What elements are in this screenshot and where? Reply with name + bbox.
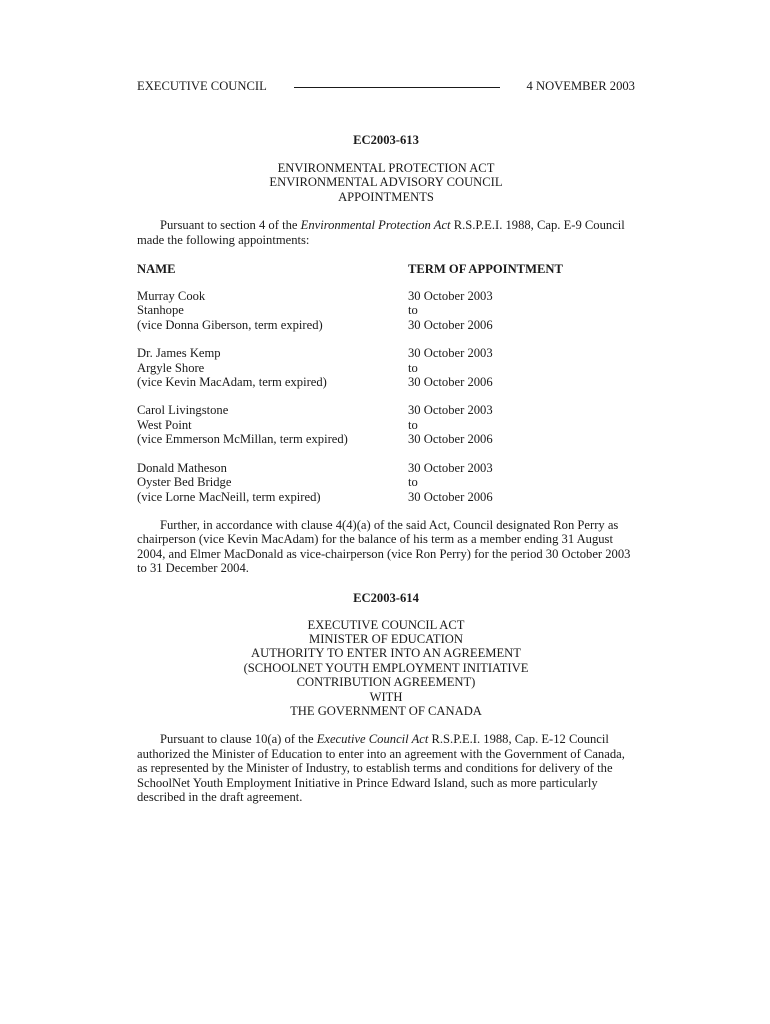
appointee-name: Dr. James Kemp	[137, 346, 221, 361]
appointee-vice: (vice Emmerson McMillan, term expired)	[137, 432, 348, 447]
term-end: 30 October 2006	[408, 489, 493, 504]
appointment-row	[137, 346, 635, 389]
order-title-line: THE GOVERNMENT OF CANADA	[290, 703, 482, 718]
order-title-line: EXECUTIVE COUNCIL ACT	[307, 617, 465, 632]
order-title-line: CONTRIBUTION AGREEMENT)	[296, 675, 476, 690]
order-title-line: WITH	[369, 689, 403, 704]
order-title-block	[137, 618, 635, 719]
intro-text: Pursuant to clause 10(a) of the	[160, 732, 317, 747]
column-heading-term: TERM OF APPOINTMENT	[408, 262, 563, 277]
page-header	[137, 78, 635, 94]
appointment-row	[137, 289, 635, 332]
header-left: EXECUTIVE COUNCIL	[137, 79, 267, 93]
appointments-list	[137, 289, 635, 504]
designation-paragraph: Further, in accordance with clause 4(4)(a) of the said Act, Council designated Ron Perry as chairperson (vice Kevin MacAdam) for the balance of his term as a member ending 31 August 2004, and Elmer MacDonald as vice-chairperson (vice Ron Perry) for the period 30 October 2003 to 31 December 2004.	[137, 517, 631, 576]
appointments-header	[137, 261, 635, 277]
appointee-name: Murray Cook	[137, 289, 206, 304]
term-start: 30 October 2003	[408, 346, 493, 361]
term-to: to	[408, 303, 418, 318]
term-start: 30 October 2003	[408, 289, 493, 304]
order-title-line: (SCHOOLNET YOUTH EMPLOYMENT INITIATIVE	[243, 660, 529, 675]
order-title-line: ENVIRONMENTAL PROTECTION ACT	[277, 161, 495, 175]
document-page	[137, 78, 635, 804]
term-end: 30 October 2006	[408, 432, 493, 447]
appointee-place: Stanhope	[137, 303, 184, 318]
intro-text: R.S.P.E.I. 1988, Cap. E-12 Council authorized the Minister of Education to enter into an agreement with the Government of Canada, as represented by the Minister of Industry, to establish terms and conditions for delivery of the SchoolNet Youth Employment Initiative in Prince Edward Island, such as more particularly described in the draft agreement.	[137, 732, 625, 804]
order-title-line: ENVIRONMENTAL ADVISORY COUNCIL	[269, 175, 503, 190]
appointee-place: Argyle Shore	[137, 360, 205, 375]
appointee-name: Carol Livingstone	[137, 403, 229, 418]
order-title-line: AUTHORITY TO ENTER INTO AN AGREEMENT	[251, 646, 521, 661]
term-start: 30 October 2003	[408, 460, 493, 475]
appointment-row	[137, 461, 635, 504]
order-title-block	[137, 161, 635, 204]
appointee-place: Oyster Bed Bridge	[137, 475, 232, 490]
intro-text: Pursuant to section 4 of the	[160, 218, 301, 233]
order-title-line: MINISTER OF EDUCATION	[309, 631, 463, 646]
order-number: EC2003-614	[353, 590, 419, 605]
act-name: Executive Council Act	[316, 732, 429, 747]
header-rule	[294, 87, 500, 88]
order-intro-paragraph	[137, 218, 635, 247]
order-intro-paragraph	[137, 732, 635, 804]
term-end: 30 October 2006	[408, 317, 493, 332]
order-title-line: APPOINTMENTS	[338, 189, 434, 204]
act-name: Environmental Protection Act	[300, 218, 451, 233]
header-date: 4 NOVEMBER 2003	[526, 79, 635, 93]
order-number: EC2003-613	[353, 133, 419, 147]
column-heading-name: NAME	[137, 262, 176, 277]
term-to: to	[408, 475, 418, 490]
term-to: to	[408, 417, 418, 432]
appointment-row	[137, 403, 635, 446]
term-start: 30 October 2003	[408, 403, 493, 418]
appointee-name: Donald Matheson	[137, 460, 227, 475]
appointee-vice: (vice Donna Giberson, term expired)	[137, 317, 323, 332]
appointee-vice: (vice Kevin MacAdam, term expired)	[137, 375, 327, 390]
term-end: 30 October 2006	[408, 375, 493, 390]
term-to: to	[408, 360, 418, 375]
intro-text: R.S.P.E.I. 1988, Cap. E-9 Council made the following appointments:	[137, 218, 625, 247]
appointee-place: West Point	[137, 417, 192, 432]
appointee-vice: (vice Lorne MacNeill, term expired)	[137, 489, 321, 504]
